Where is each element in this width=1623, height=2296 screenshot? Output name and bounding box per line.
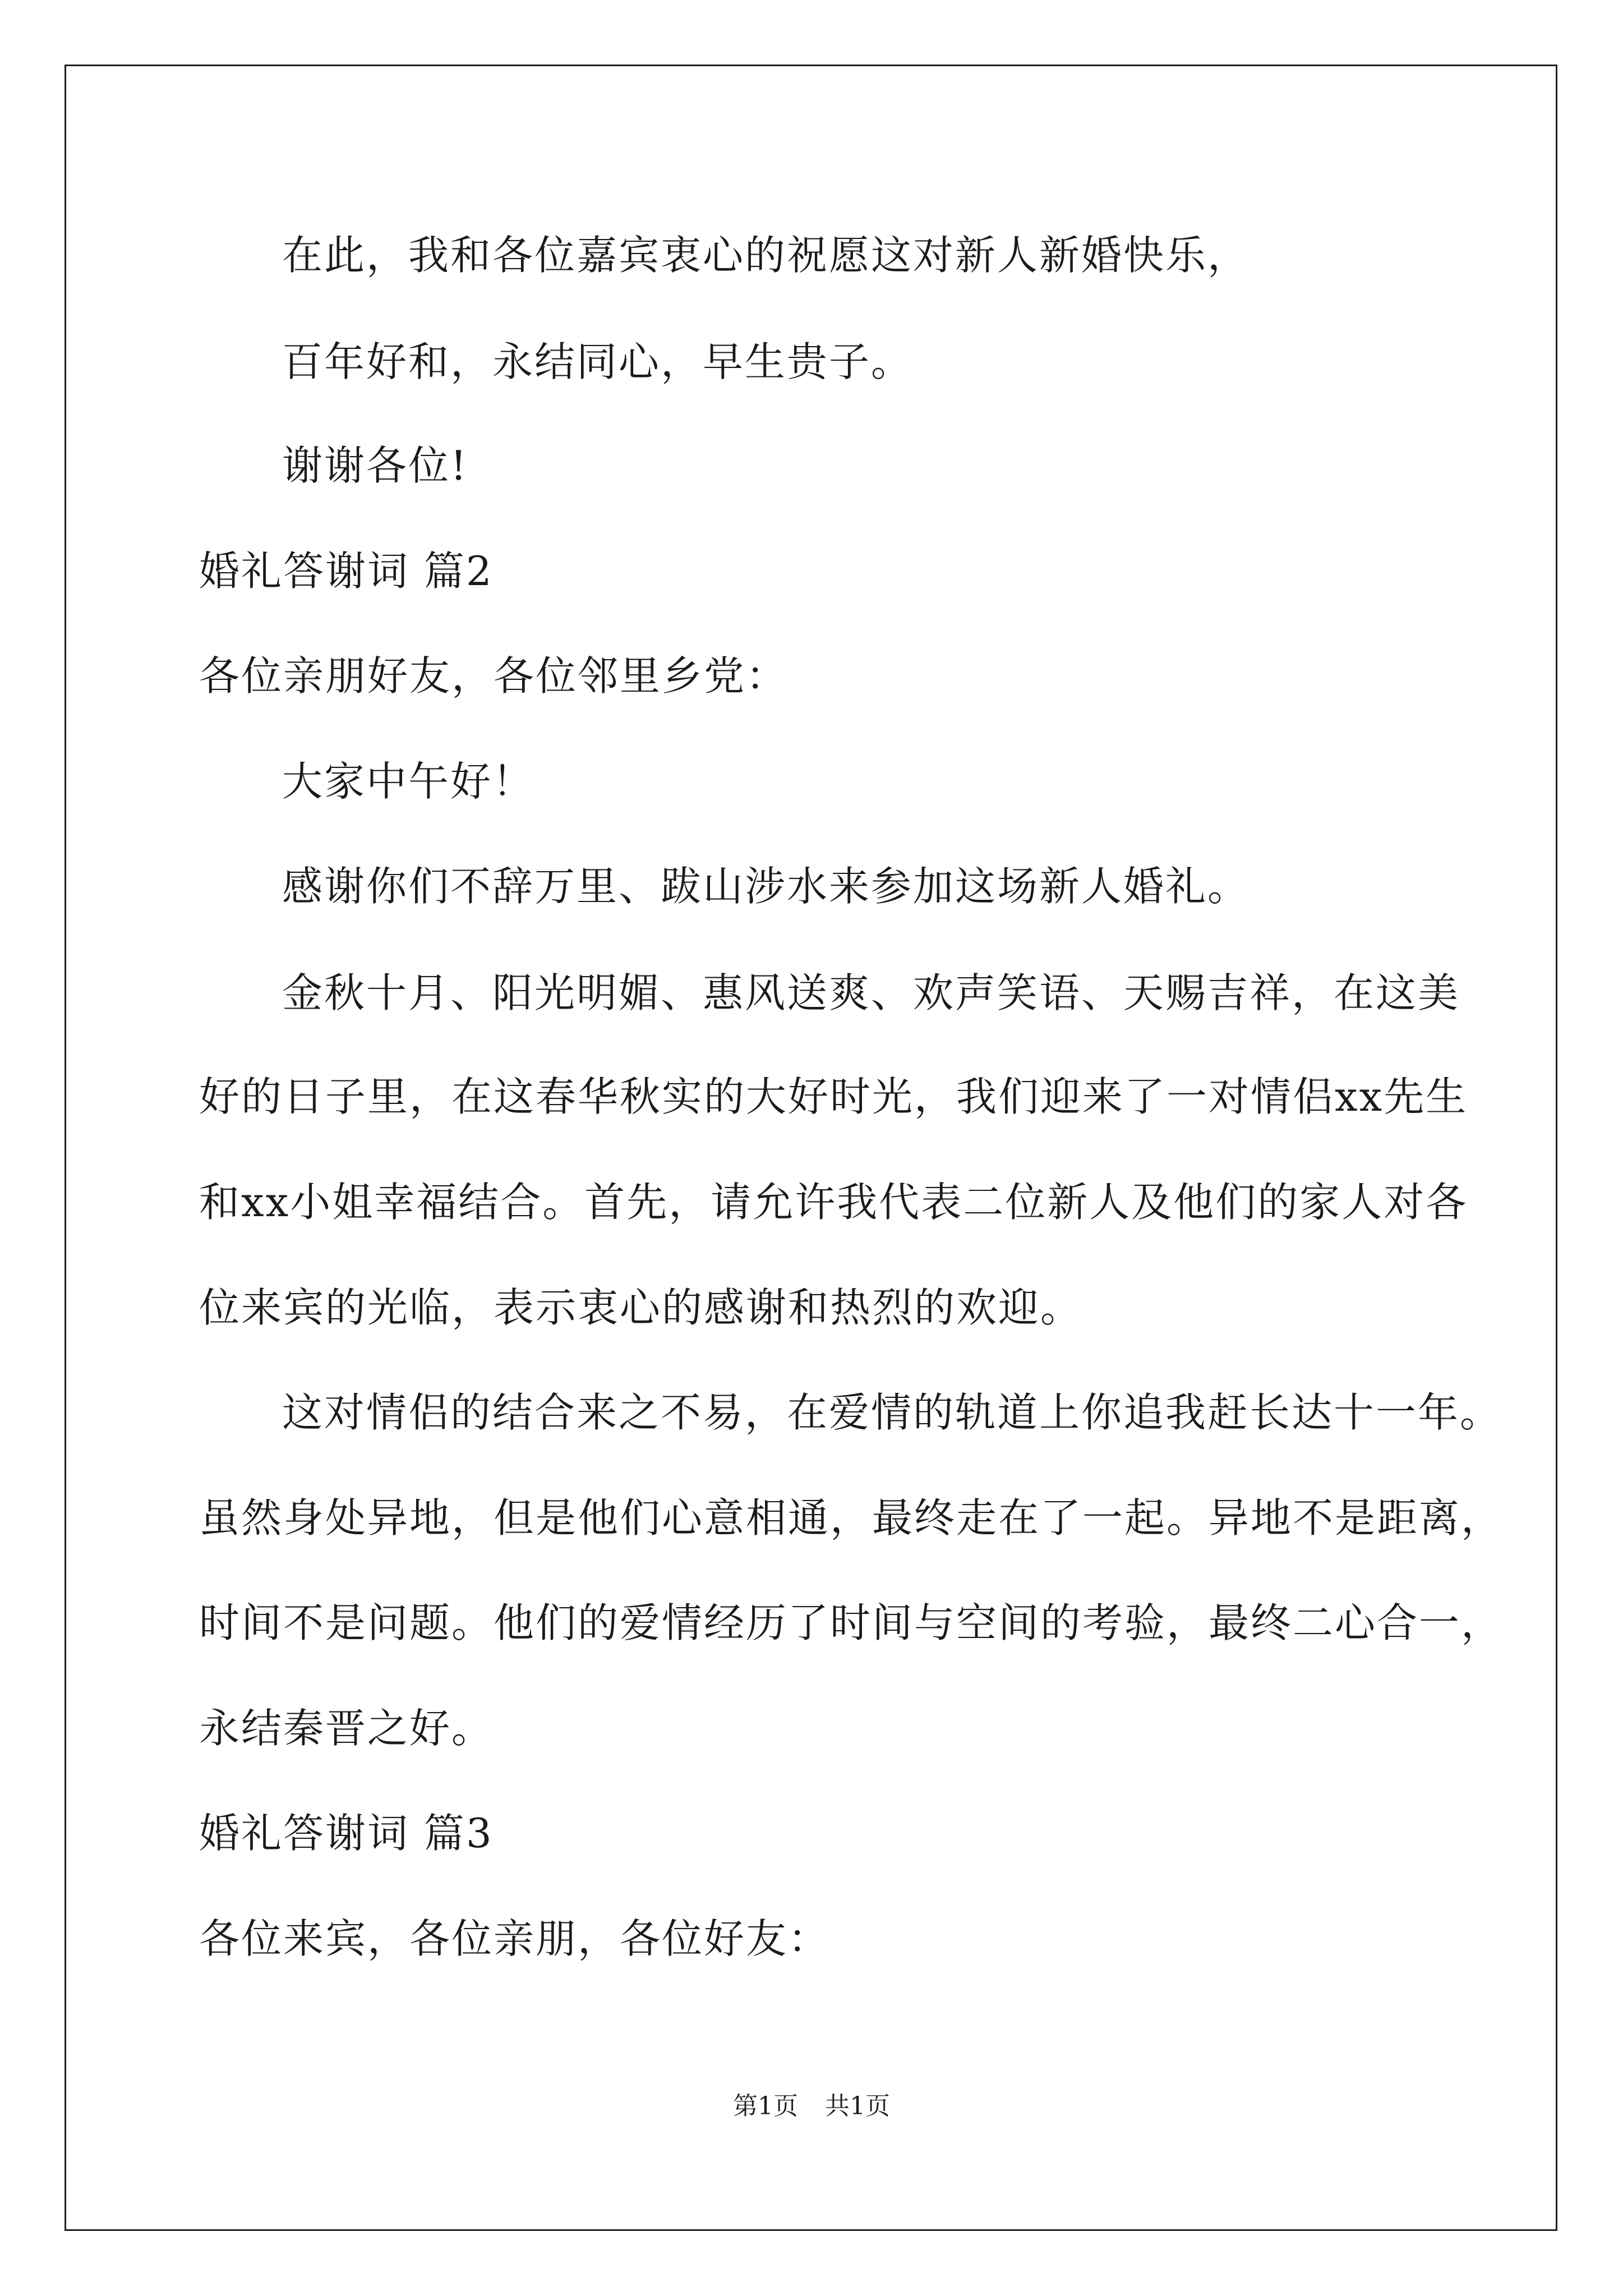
paragraph-line: 在此，我和各位嘉宾衷心的祝愿这对新人新婚快乐， xyxy=(282,232,1250,279)
page-footer xyxy=(0,2090,1623,2123)
salutation: 各位来宾，各位亲朋，各位好友： xyxy=(199,1915,831,1962)
paragraph-line: 金秋十月、阳光明媚、惠风送爽、欢声笑语、天赐吉祥，在这美 xyxy=(282,969,1460,1016)
paragraph-line: 位来宾的光临，表示衷心的感谢和热烈的欢迎。 xyxy=(199,1284,1083,1331)
paragraph-line: 虽然身处异地，但是他们心意相通，最终走在了一起。异地不是距离， xyxy=(199,1494,1504,1542)
salutation: 各位亲朋好友，各位邻里乡党： xyxy=(199,652,789,700)
section-heading: 婚礼答谢词 篇3 xyxy=(199,1810,494,1857)
paragraph-line: 百年好和，永结同心，早生贵子。 xyxy=(282,338,914,385)
paragraph-line: 永结秦晋之好。 xyxy=(199,1705,494,1752)
paragraph-line: 谢谢各位! xyxy=(282,442,468,489)
paragraph-line: 这对情侣的结合来之不易，在爱情的轨道上你追我赶长达十一年。 xyxy=(282,1389,1502,1436)
page-number-current: 第1页 xyxy=(733,2092,798,2120)
paragraph-line: 时间不是问题。他们的爱情经历了时间与空间的考验，最终二心合一， xyxy=(199,1599,1504,1646)
page-number-total: 共1页 xyxy=(825,2092,890,2120)
section-heading: 婚礼答谢词 篇2 xyxy=(199,547,494,595)
paragraph-line: 好的日子里，在这春华秋实的大好时光，我们迎来了一对情侣xx先生 xyxy=(199,1073,1468,1120)
paragraph-line: 大家中午好！ xyxy=(282,758,535,805)
paragraph-line: 感谢你们不辞万里、跋山涉水来参加这场新人婚礼。 xyxy=(282,863,1250,910)
paragraph-line: 和xx小姐幸福结合。首先，请允许我代表二位新人及他们的家人对各 xyxy=(199,1179,1468,1226)
